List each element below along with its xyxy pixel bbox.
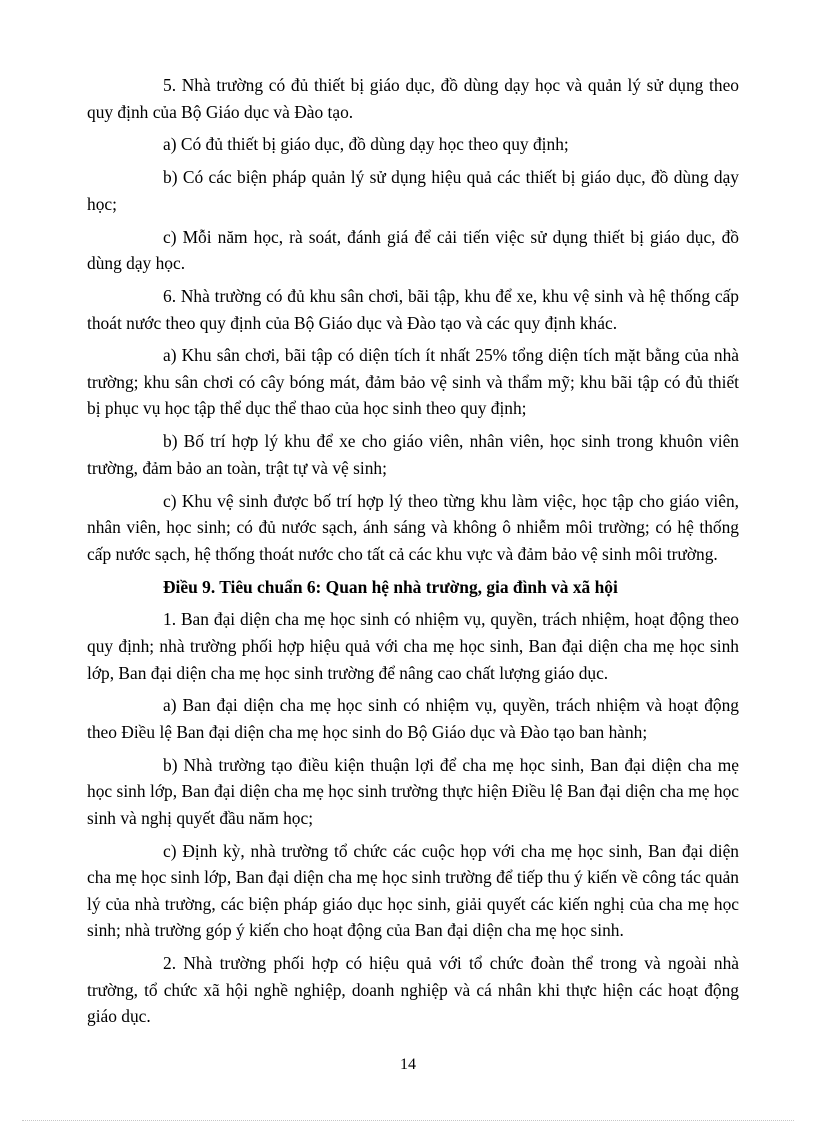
paragraph-article9-1b: b) Nhà trường tạo điều kiện thuận lợi để cha mẹ học sinh, Ban đại diện cha mẹ học sinh lớp, Ban đại diện cha mẹ học sinh trường thực hiện Điều lệ Ban đại diện cha mẹ học sinh và nghị quyết đầu năm học; [87, 754, 739, 828]
document-body [87, 72, 739, 1036]
paragraph-criterion-5: 5. Nhà trường có đủ thiết bị giáo dục, đồ dùng dạy học và quản lý sử dụng theo quy định của Bộ Giáo dục và Đào tạo. [87, 75, 739, 122]
paragraph-6c: c) Khu vệ sinh được bố trí hợp lý theo từng khu làm việc, học tập cho giáo viên, nhân viên, học sinh; có đủ nước sạch, ánh sáng và không ô nhiễm môi trường; có hệ thống cấp nước sạch, hệ thống thoát nước cho tất cả các khu vực và đảm bảo vệ sinh môi trường. [87, 490, 739, 564]
paragraph-article9-2: 2. Nhà trường phối hợp có hiệu quả với tổ chức đoàn thể trong và ngoài nhà trường, tổ chức xã hội nghề nghiệp, doanh nghiệp và cá nhân khi thực hiện các hoạt động giáo dục. [87, 953, 739, 1027]
paragraph-5c: c) Mỗi năm học, rà soát, đánh giá để cải tiến việc sử dụng thiết bị giáo dục, đồ dùng dạy học. [87, 226, 739, 274]
paragraph-article9-1c: c) Định kỳ, nhà trường tổ chức các cuộc họp với cha mẹ học sinh, Ban đại diện cha mẹ học sinh lớp, Ban đại diện cha mẹ học sinh trường để tiếp thu ý kiến về công tác quản lý của nhà trường, các biện pháp giáo dục học sinh, giải quyết các kiến nghị của cha mẹ học sinh; nhà trường góp ý kiến cho hoạt động của Ban đại diện cha mẹ học sinh. [87, 840, 739, 941]
page-number: 14 [400, 1056, 416, 1073]
paragraph-criterion-6: 6. Nhà trường có đủ khu sân chơi, bãi tập, khu để xe, khu vệ sinh và hệ thống cấp thoát nước theo quy định của Bộ Giáo dục và Đào tạo và các quy định khác. [87, 285, 739, 333]
paragraph-6b: b) Bố trí hợp lý khu để xe cho giáo viên, nhân viên, học sinh trong khuôn viên trường, đảm bảo an toàn, trật tự và vệ sinh; [87, 431, 739, 478]
paragraph-article9-1a: a) Ban đại diện cha mẹ học sinh có nhiệm vụ, quyền, trách nhiệm và hoạt động theo Điều lệ Ban đại diện cha mẹ học sinh do Bộ Giáo dục và Đào tạo ban hành; [87, 695, 739, 742]
article-9-heading: Điều 9. Tiêu chuẩn 6: Quan hệ nhà trường, gia đình và xã hội [163, 576, 618, 597]
paragraph-6a: a) Khu sân chơi, bãi tập có diện tích ít nhất 25% tổng diện tích mặt bằng của nhà trường; khu sân chơi có cây bóng mát, đảm bảo vệ sinh và thẩm mỹ; khu bãi tập có đủ thiết bị phục vụ học tập thể dục thể thao của học sinh theo quy định; [87, 345, 739, 419]
page-bottom-divider [22, 1120, 794, 1121]
paragraph-5b: b) Có các biện pháp quản lý sử dụng hiệu quả các thiết bị giáo dục, đồ dùng dạy học; [87, 167, 739, 214]
paragraph-5a: a) Có đủ thiết bị giáo dục, đồ dùng dạy học theo quy định; [163, 134, 569, 155]
paragraph-article9-1: 1. Ban đại diện cha mẹ học sinh có nhiệm vụ, quyền, trách nhiệm, hoạt động theo quy định; nhà trường phối hợp hiệu quả với cha mẹ học sinh, Ban đại diện cha mẹ học sinh lớp, Ban đại diện cha mẹ học sinh trường để nâng cao chất lượng giáo dục. [87, 609, 739, 683]
